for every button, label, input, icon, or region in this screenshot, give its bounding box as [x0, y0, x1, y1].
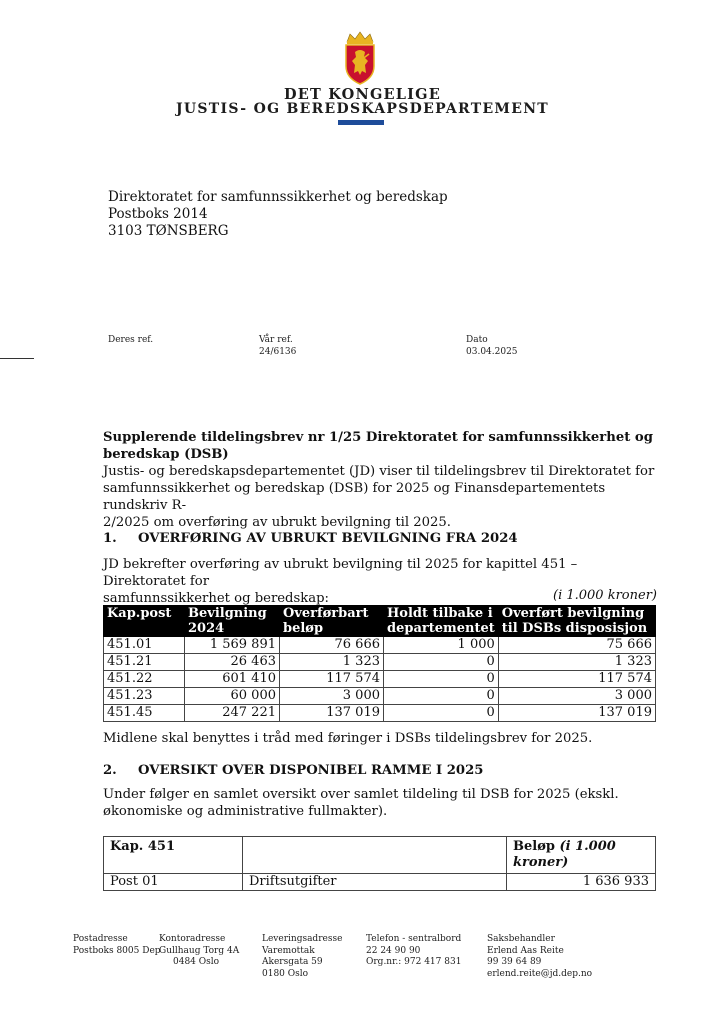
- cell-overfort: 1 323: [498, 654, 655, 671]
- footer-leveringsadresse: [262, 934, 342, 980]
- cell-overforbart: 117 574: [280, 671, 384, 688]
- footer-value: Akersgata 59: [262, 957, 323, 968]
- table-row: [104, 874, 656, 891]
- footer-value: Org.nr.: 972 417 831: [366, 957, 462, 968]
- header-belop-unit: (i 1.000: [559, 839, 616, 854]
- footer-value: 99 39 64 89: [487, 957, 542, 968]
- section1-number: 1.: [103, 531, 117, 546]
- cell-holdt-tilbake: 0: [384, 671, 499, 688]
- coat-of-arms-logo: [335, 30, 385, 86]
- col-header-overfort: Overført bevilgning til DSBs disposisjon: [498, 606, 655, 637]
- footer-label: Kontoradresse: [159, 934, 226, 944]
- section1-text-line1: JD bekrefter overføring av ubrukt bevilgning til 2025 for kapittel 451 – Direktoratet for: [103, 557, 578, 589]
- section2-text: [103, 786, 659, 820]
- header-accent-bar: [338, 120, 384, 125]
- date-label: Dato: [466, 335, 488, 345]
- letter-title-line1: Supplerende tildelingsbrev nr 1/25 Direktoratet for samfunnssikkerhet og: [103, 430, 653, 445]
- transfer-table-header: [104, 606, 656, 637]
- header-belop: [507, 837, 656, 874]
- cell-kap-post: 451.22: [104, 671, 185, 688]
- recipient-name: Direktoratet for samfunnssikkerhet og beredskap: [108, 189, 448, 205]
- cell-description: Driftsutgifter: [243, 874, 507, 891]
- letter-intro: [103, 429, 659, 531]
- cell-kap-post: 451.21: [104, 654, 185, 671]
- footer-value: 0180 Oslo: [262, 968, 309, 979]
- var-ref-value: 24/6136: [259, 347, 297, 357]
- header-empty: [243, 837, 507, 874]
- cell-overfort: 3 000: [498, 688, 655, 705]
- header-belop-label: Beløp: [513, 839, 560, 854]
- section2-text-line1: Under følger en samlet oversikt over samlet tildeling til DSB for 2025 (ekskl.: [103, 787, 619, 802]
- col-header-overforbart: Overførbart beløp: [280, 606, 384, 637]
- cell-overforbart: 3 000: [280, 688, 384, 705]
- cell-kap-post: 451.01: [104, 637, 185, 654]
- header-kap: Kap. 451: [104, 837, 243, 874]
- budget-table-header: [104, 837, 656, 874]
- table-row: [104, 705, 656, 722]
- section1-heading: [103, 530, 659, 547]
- cell-bevilgning: 26 463: [185, 654, 280, 671]
- col-header-holdt-tilbake: Holdt tilbake i departementet: [384, 606, 499, 637]
- department-name-line1: DET KONGELIGE: [283, 86, 441, 103]
- date-ref: [466, 334, 518, 358]
- footer-label: Leveringsadresse: [262, 934, 343, 944]
- footer-value: Varemottak: [262, 945, 315, 956]
- cell-amount: 1 636 933: [507, 874, 656, 891]
- cell-bevilgning: 601 410: [185, 671, 280, 688]
- cell-overforbart: 137 019: [280, 705, 384, 722]
- fold-mark: [0, 358, 34, 359]
- table-row: [104, 671, 656, 688]
- recipient-address: [108, 189, 448, 240]
- footer-kontoradresse: [159, 934, 239, 969]
- header-belop-unit-line2: kroner): [513, 855, 569, 870]
- cell-bevilgning: 247 221: [185, 705, 280, 722]
- footer-value: Erlend Aas Reite: [487, 945, 564, 956]
- cell-kap-post: 451.45: [104, 705, 185, 722]
- intro-line3: 2/2025 om overføring av ubrukt bevilgning til 2025.: [103, 515, 452, 530]
- footer-label: Postadresse: [73, 934, 128, 944]
- section2-heading: [103, 762, 659, 779]
- footer-label: Saksbehandler: [487, 934, 555, 944]
- table-row: [104, 637, 656, 654]
- col-header-bevilgning: Bevilgning 2024: [185, 606, 280, 637]
- footer-label: Telefon - sentralbord: [366, 934, 462, 944]
- cell-holdt-tilbake: 0: [384, 705, 499, 722]
- section1-after-text: Midlene skal benyttes i tråd med føringer i DSBs tildelingsbrev for 2025.: [103, 731, 593, 746]
- col-header-kap-post: Kap.post: [104, 606, 185, 637]
- cell-bevilgning: 1 569 891: [185, 637, 280, 654]
- recipient-city: 3103 TØNSBERG: [108, 223, 229, 239]
- section2-title: OVERSIKT OVER DISPONIBEL RAMME I 2025: [138, 763, 484, 778]
- var-ref: [259, 334, 296, 358]
- footer-telefon: [366, 934, 461, 969]
- cell-overfort: 137 019: [498, 705, 655, 722]
- transfer-table: [103, 605, 656, 722]
- deres-ref-label: Deres ref.: [108, 335, 154, 345]
- cell-holdt-tilbake: 1 000: [384, 637, 499, 654]
- footer-value: 22 24 90 90: [366, 945, 421, 956]
- deres-ref: [108, 334, 153, 346]
- cell-holdt-tilbake: 0: [384, 688, 499, 705]
- cell-kap-post: 451.23: [104, 688, 185, 705]
- cell-overfort: 117 574: [498, 671, 655, 688]
- footer-postadresse: [73, 934, 161, 957]
- section2-number: 2.: [103, 763, 117, 778]
- cell-overforbart: 76 666: [280, 637, 384, 654]
- intro-line2: samfunnssikkerhet og beredskap (DSB) for 2025 og Finansdepartementets rundskriv R-: [103, 481, 606, 513]
- unit-note: (i 1.000 kroner): [553, 588, 657, 603]
- cell-overforbart: 1 323: [280, 654, 384, 671]
- budget-frame-table: [103, 836, 656, 891]
- table-row: [104, 688, 656, 705]
- cell-holdt-tilbake: 0: [384, 654, 499, 671]
- footer-saksbehandler: [487, 934, 592, 980]
- section1-text-line2: samfunnssikkerhet og beredskap:: [103, 591, 330, 606]
- footer-value: Postboks 8005 Dep: [73, 945, 161, 956]
- footer-value: Gullhaug Torg 4A: [159, 945, 240, 956]
- footer-email: erlend.reite@jd.dep.no: [487, 968, 593, 979]
- recipient-postbox: Postboks 2014: [108, 206, 208, 222]
- department-name-line2: JUSTIS- OG BEREDSKAPSDEPARTEMENT: [175, 101, 550, 117]
- cell-overfort: 75 666: [498, 637, 655, 654]
- section2-text-line2: økonomiske og administrative fullmakter).: [103, 804, 388, 819]
- intro-line1: Justis- og beredskapsdepartementet (JD) viser til tildelingsbrev til Direktoratet for: [103, 464, 655, 479]
- section1-title: OVERFØRING AV UBRUKT BEVILGNING FRA 2024: [138, 531, 518, 546]
- table-row: [104, 654, 656, 671]
- footer-value: 0484 Oslo: [173, 957, 220, 968]
- cell-bevilgning: 60 000: [185, 688, 280, 705]
- letter-title-line2: beredskap (DSB): [103, 447, 229, 462]
- cell-post: Post 01: [104, 874, 243, 891]
- var-ref-label: Vår ref.: [259, 335, 293, 345]
- date-value: 03.04.2025: [466, 347, 518, 357]
